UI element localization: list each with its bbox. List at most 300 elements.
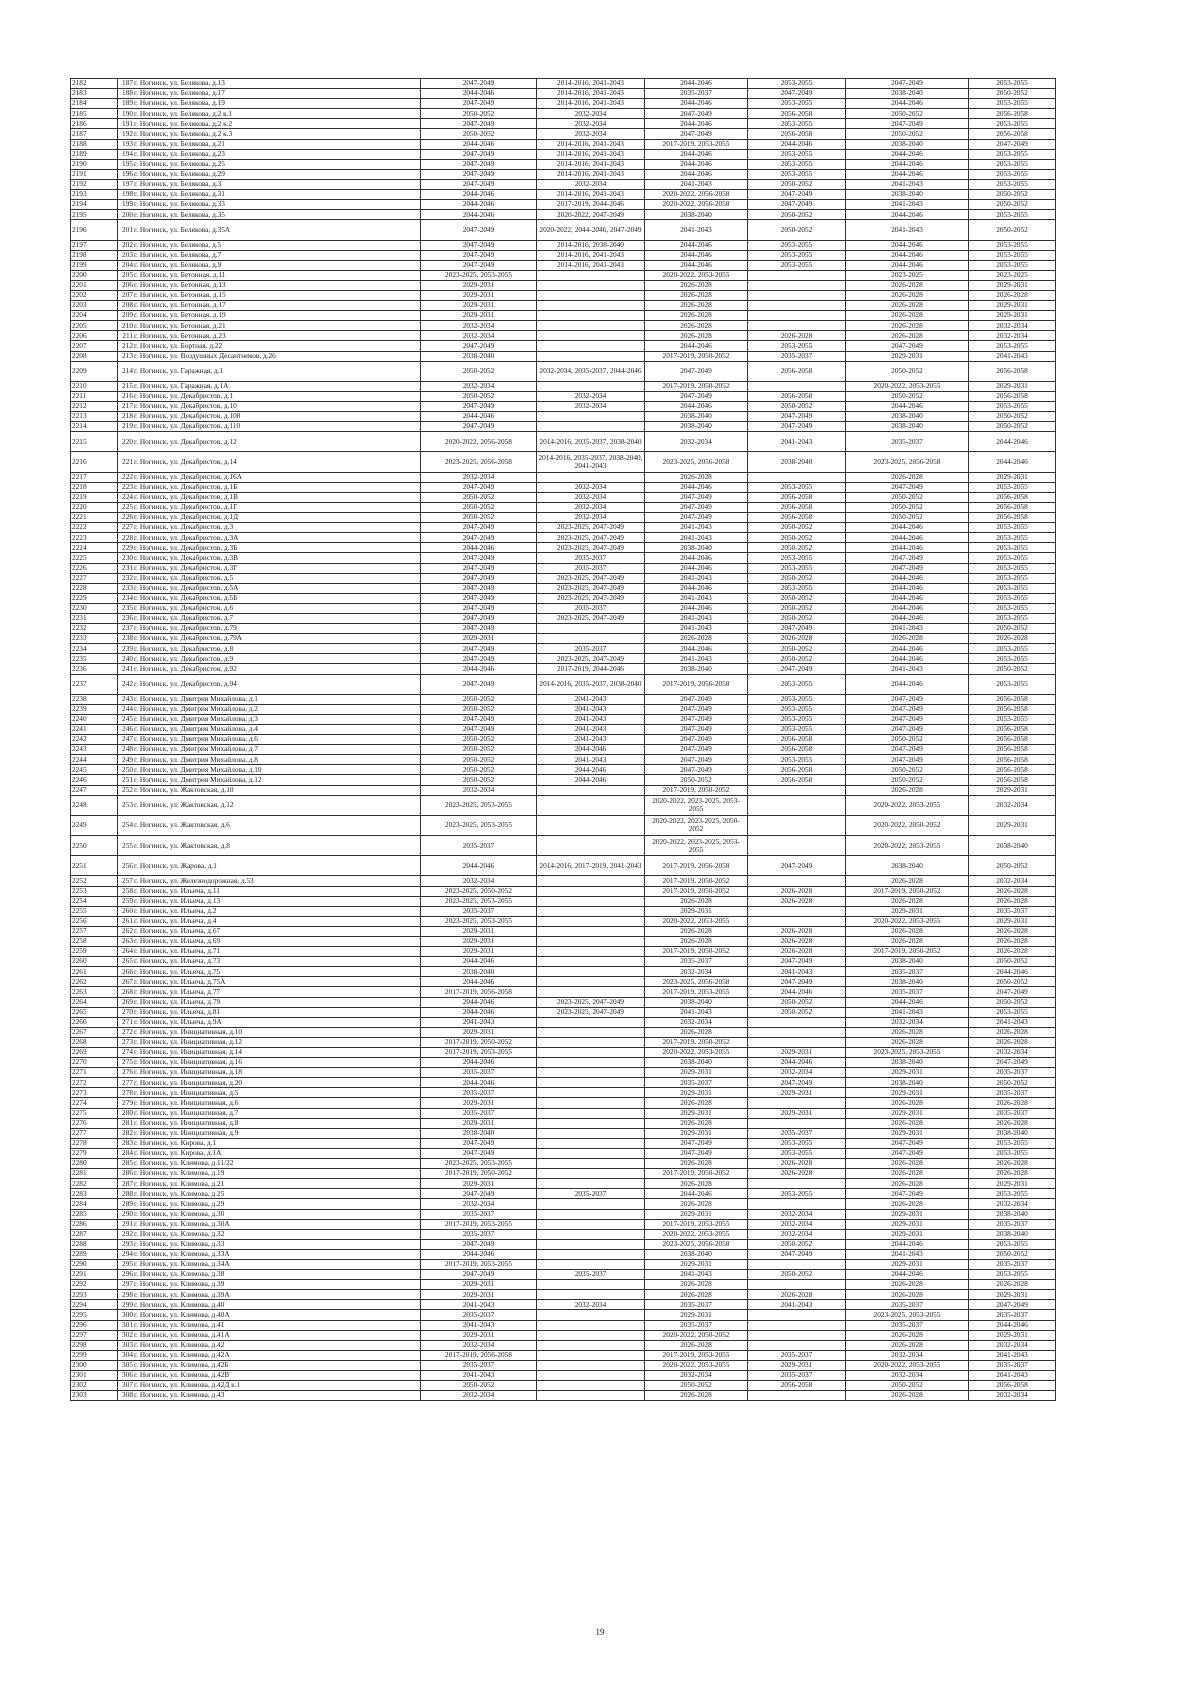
period-1-cell: 2044-2046 bbox=[421, 1058, 537, 1068]
period-3-cell: 2044-2046 bbox=[645, 169, 748, 179]
address-cell: г. Ногинск, ул. Климова, д.30 bbox=[133, 1209, 421, 1219]
period-4-cell bbox=[748, 815, 846, 835]
period-1-cell: 2047-2049 bbox=[421, 674, 537, 694]
item-number-cell: 265 bbox=[118, 957, 134, 967]
item-number-cell: 270 bbox=[118, 1007, 134, 1017]
period-5-cell: 2047-2049 bbox=[846, 79, 969, 89]
period-5-cell: 2047-2049 bbox=[846, 714, 969, 724]
table-row bbox=[71, 553, 1056, 563]
period-1-cell: 2044-2046 bbox=[421, 664, 537, 674]
address-cell: г. Ногинск, ул. Климова, д.42 bbox=[133, 1340, 421, 1350]
table-row bbox=[71, 997, 1056, 1007]
record-number-cell: 2192 bbox=[71, 179, 118, 189]
period-1-cell: 2023-2025, 2053-2055 bbox=[421, 815, 537, 835]
period-3-cell: 2017-2019, 2050-2052 bbox=[645, 1169, 748, 1179]
address-cell: г. Ногинск, ул. Инициативная, д.9 bbox=[133, 1128, 421, 1138]
period-4-cell: 2053-2055 bbox=[748, 1148, 846, 1158]
period-1-cell: 2041-2043 bbox=[421, 1300, 537, 1310]
table-row bbox=[71, 624, 1056, 634]
table-row bbox=[71, 694, 1056, 704]
period-6-cell: 2053-2055 bbox=[969, 260, 1056, 270]
address-cell: г. Ногинск, ул. Ильича, д.13 bbox=[133, 896, 421, 906]
period-3-cell: 2044-2046 bbox=[645, 240, 748, 250]
period-3-cell: 2041-2043 bbox=[645, 1270, 748, 1280]
period-5-cell: 2050-2052 bbox=[846, 513, 969, 523]
item-number-cell: 219 bbox=[118, 422, 134, 432]
period-5-cell: 2044-2046 bbox=[846, 543, 969, 553]
period-6-cell: 2038-2040 bbox=[969, 1128, 1056, 1138]
period-6-cell: 2035-2037 bbox=[969, 906, 1056, 916]
period-5-cell: 2044-2046 bbox=[846, 533, 969, 543]
period-5-cell: 2029-2031 bbox=[846, 351, 969, 361]
record-number-cell: 2208 bbox=[71, 351, 118, 361]
period-3-cell: 2032-2034 bbox=[645, 967, 748, 977]
period-3-cell: 2017-2019, 2053-2055 bbox=[645, 1219, 748, 1229]
period-3-cell: 2047-2049 bbox=[645, 361, 748, 381]
item-number-cell: 199 bbox=[118, 200, 134, 210]
item-number-cell: 256 bbox=[118, 856, 134, 876]
period-1-cell: 2044-2046 bbox=[421, 977, 537, 987]
period-4-cell: 2056-2058 bbox=[748, 502, 846, 512]
table-row bbox=[71, 159, 1056, 169]
table-row bbox=[71, 89, 1056, 99]
record-number-cell: 2259 bbox=[71, 947, 118, 957]
period-4-cell: 2053-2055 bbox=[748, 79, 846, 89]
period-6-cell: 2032-2034 bbox=[969, 1199, 1056, 1209]
item-number-cell: 221 bbox=[118, 452, 134, 472]
table-row bbox=[71, 220, 1056, 240]
table-row bbox=[71, 402, 1056, 412]
period-4-cell bbox=[748, 290, 846, 300]
record-number-cell: 2234 bbox=[71, 644, 118, 654]
period-2-cell bbox=[537, 1138, 645, 1148]
period-2-cell bbox=[537, 412, 645, 422]
period-6-cell: 2032-2034 bbox=[969, 1048, 1056, 1058]
item-number-cell: 276 bbox=[118, 1068, 134, 1078]
address-cell: г. Ногинск, ул. Ильича, д.79 bbox=[133, 997, 421, 1007]
address-cell: г. Ногинск, ул. Белякова, д.7 bbox=[133, 250, 421, 260]
record-number-cell: 2213 bbox=[71, 412, 118, 422]
period-1-cell: 2044-2046 bbox=[421, 190, 537, 200]
record-number-cell: 2206 bbox=[71, 331, 118, 341]
period-5-cell: 2026-2028 bbox=[846, 785, 969, 795]
period-6-cell: 2056-2058 bbox=[969, 725, 1056, 735]
table-row bbox=[71, 795, 1056, 815]
item-number-cell: 308 bbox=[118, 1391, 134, 1401]
period-5-cell: 2029-2031 bbox=[846, 1108, 969, 1118]
item-number-cell: 244 bbox=[118, 704, 134, 714]
period-1-cell: 2047-2049 bbox=[421, 563, 537, 573]
period-2-cell: 2023-2025, 2047-2049 bbox=[537, 583, 645, 593]
table-row bbox=[71, 704, 1056, 714]
period-1-cell: 2032-2034 bbox=[421, 1199, 537, 1209]
record-number-cell: 2212 bbox=[71, 402, 118, 412]
record-number-cell: 2222 bbox=[71, 523, 118, 533]
period-2-cell bbox=[537, 1199, 645, 1209]
period-1-cell: 2038-2040 bbox=[421, 1128, 537, 1138]
item-number-cell: 302 bbox=[118, 1330, 134, 1340]
item-number-cell: 273 bbox=[118, 1037, 134, 1047]
period-3-cell: 2017-2019, 2050-2052 bbox=[645, 785, 748, 795]
table-row bbox=[71, 1249, 1056, 1259]
record-number-cell: 2297 bbox=[71, 1330, 118, 1340]
period-2-cell: 2041-2043 bbox=[537, 725, 645, 735]
period-1-cell: 2047-2049 bbox=[421, 250, 537, 260]
period-4-cell: 2053-2055 bbox=[748, 119, 846, 129]
address-cell: г. Ногинск, ул. Жактовская, д.10 bbox=[133, 785, 421, 795]
period-5-cell: 2029-2031 bbox=[846, 1088, 969, 1098]
item-number-cell: 305 bbox=[118, 1360, 134, 1370]
period-6-cell: 2053-2055 bbox=[969, 482, 1056, 492]
item-number-cell: 215 bbox=[118, 381, 134, 391]
period-6-cell: 2029-2031 bbox=[969, 472, 1056, 482]
table-row bbox=[71, 1048, 1056, 1058]
address-cell: г. Ногинск, ул. Декабристов, д.3Г bbox=[133, 563, 421, 573]
table-row bbox=[71, 311, 1056, 321]
period-4-cell: 2053-2055 bbox=[748, 169, 846, 179]
period-2-cell bbox=[537, 1249, 645, 1259]
period-2-cell bbox=[537, 815, 645, 835]
period-4-cell: 2050-2052 bbox=[748, 1007, 846, 1017]
period-6-cell: 2056-2058 bbox=[969, 745, 1056, 755]
period-6-cell: 2041-2043 bbox=[969, 1371, 1056, 1381]
period-5-cell: 2044-2046 bbox=[846, 593, 969, 603]
table-row bbox=[71, 735, 1056, 745]
period-4-cell: 2053-2055 bbox=[748, 482, 846, 492]
address-cell: г. Ногинск, ул. Дмитрия Михайлова, д.10 bbox=[133, 765, 421, 775]
item-number-cell: 294 bbox=[118, 1249, 134, 1259]
period-3-cell: 2044-2046 bbox=[645, 482, 748, 492]
item-number-cell: 198 bbox=[118, 190, 134, 200]
item-number-cell: 213 bbox=[118, 351, 134, 361]
address-cell: г. Ногинск, ул. Инициативная, д.18 bbox=[133, 1068, 421, 1078]
item-number-cell: 238 bbox=[118, 634, 134, 644]
period-5-cell: 2041-2043 bbox=[846, 624, 969, 634]
period-2-cell: 2035-2037 bbox=[537, 1270, 645, 1280]
record-number-cell: 2182 bbox=[71, 79, 118, 89]
period-4-cell: 2050-2052 bbox=[748, 654, 846, 664]
item-number-cell: 224 bbox=[118, 492, 134, 502]
period-2-cell bbox=[537, 321, 645, 331]
period-3-cell: 2038-2040 bbox=[645, 664, 748, 674]
period-5-cell: 2044-2046 bbox=[846, 99, 969, 109]
period-2-cell: 2035-2037 bbox=[537, 644, 645, 654]
record-number-cell: 2253 bbox=[71, 886, 118, 896]
period-1-cell: 2044-2046 bbox=[421, 200, 537, 210]
record-number-cell: 2292 bbox=[71, 1280, 118, 1290]
period-2-cell: 2032-2034, 2035-2037, 2044-2046 bbox=[537, 361, 645, 381]
period-2-cell: 2032-2034 bbox=[537, 129, 645, 139]
period-2-cell: 2023-2025, 2047-2049 bbox=[537, 533, 645, 543]
address-cell: г. Ногинск, ул. Декабристов, д.9 bbox=[133, 654, 421, 664]
period-3-cell: 2029-2031 bbox=[645, 1088, 748, 1098]
table-row bbox=[71, 351, 1056, 361]
period-5-cell: 2017-2019, 2050-2052 bbox=[846, 886, 969, 896]
period-1-cell: 2029-2031 bbox=[421, 1290, 537, 1300]
period-4-cell: 2026-2028 bbox=[748, 331, 846, 341]
record-number-cell: 2186 bbox=[71, 119, 118, 129]
item-number-cell: 241 bbox=[118, 664, 134, 674]
period-5-cell: 2026-2028 bbox=[846, 1098, 969, 1108]
address-cell: г. Ногинск, ул. Дмитрия Михайлова, д.7 bbox=[133, 745, 421, 755]
period-6-cell: 2053-2055 bbox=[969, 644, 1056, 654]
period-6-cell: 2053-2055 bbox=[969, 341, 1056, 351]
item-number-cell: 214 bbox=[118, 361, 134, 381]
page-number: 19 bbox=[595, 1627, 605, 1637]
period-5-cell: 2032-2034 bbox=[846, 1017, 969, 1027]
table-row bbox=[71, 967, 1056, 977]
table-row bbox=[71, 1148, 1056, 1158]
period-2-cell: 2032-2034 bbox=[537, 391, 645, 401]
address-cell: г. Ногинск, ул. Ильича, д.75 bbox=[133, 967, 421, 977]
period-4-cell: 2047-2049 bbox=[748, 190, 846, 200]
table-row bbox=[71, 836, 1056, 856]
period-2-cell: 2014-2016, 2041-2043 bbox=[537, 190, 645, 200]
record-number-cell: 2266 bbox=[71, 1017, 118, 1027]
period-3-cell: 2044-2046 bbox=[645, 603, 748, 613]
period-1-cell: 2029-2031 bbox=[421, 1098, 537, 1108]
item-number-cell: 306 bbox=[118, 1371, 134, 1381]
period-3-cell: 2044-2046 bbox=[645, 341, 748, 351]
address-cell: г. Ногинск, ул. Белякова, д.25 bbox=[133, 159, 421, 169]
period-5-cell: 2047-2049 bbox=[846, 1189, 969, 1199]
address-cell: г. Ногинск, ул. Ильича, д.81 bbox=[133, 1007, 421, 1017]
period-5-cell: 2050-2052 bbox=[846, 502, 969, 512]
address-cell: г. Ногинск, ул. Белякова, д.2 к.3 bbox=[133, 129, 421, 139]
period-5-cell: 2026-2028 bbox=[846, 1118, 969, 1128]
period-4-cell: 2041-2043 bbox=[748, 432, 846, 452]
period-1-cell: 2035-2037 bbox=[421, 836, 537, 856]
record-number-cell: 2275 bbox=[71, 1108, 118, 1118]
period-1-cell: 2032-2034 bbox=[421, 331, 537, 341]
address-cell: г. Ногинск, ул. Ильича, д.73 bbox=[133, 957, 421, 967]
period-2-cell bbox=[537, 1239, 645, 1249]
period-3-cell: 2047-2049 bbox=[645, 129, 748, 139]
record-number-cell: 2243 bbox=[71, 745, 118, 755]
period-6-cell: 2050-2052 bbox=[969, 997, 1056, 1007]
record-number-cell: 2229 bbox=[71, 593, 118, 603]
period-4-cell bbox=[748, 906, 846, 916]
period-6-cell: 2056-2058 bbox=[969, 391, 1056, 401]
period-2-cell bbox=[537, 896, 645, 906]
period-4-cell bbox=[748, 1199, 846, 1209]
address-cell: г. Ногинск, ул. Ильича, д.75А bbox=[133, 977, 421, 987]
address-cell: г. Ногинск, ул. Декабристов, д.79 bbox=[133, 624, 421, 634]
table-row bbox=[71, 603, 1056, 613]
period-3-cell: 2047-2049 bbox=[645, 1138, 748, 1148]
period-5-cell: 2020-2022, 2050-2052 bbox=[846, 815, 969, 835]
period-4-cell: 2032-2034 bbox=[748, 1229, 846, 1239]
table-row bbox=[71, 1229, 1056, 1239]
period-1-cell: 2023-2025, 2053-2055 bbox=[421, 1159, 537, 1169]
table-row bbox=[71, 1108, 1056, 1118]
period-3-cell: 2041-2043 bbox=[645, 654, 748, 664]
item-number-cell: 286 bbox=[118, 1169, 134, 1179]
period-2-cell bbox=[537, 1350, 645, 1360]
address-cell: г. Ногинск, ул. Дмитрия Михайлова, д.2 bbox=[133, 704, 421, 714]
period-2-cell: 2032-2034 bbox=[537, 402, 645, 412]
table-row bbox=[71, 957, 1056, 967]
period-4-cell: 2050-2052 bbox=[748, 1239, 846, 1249]
record-number-cell: 2217 bbox=[71, 472, 118, 482]
period-5-cell: 2041-2043 bbox=[846, 200, 969, 210]
item-number-cell: 189 bbox=[118, 99, 134, 109]
record-number-cell: 2184 bbox=[71, 99, 118, 109]
item-number-cell: 291 bbox=[118, 1219, 134, 1229]
period-6-cell: 2050-2052 bbox=[969, 200, 1056, 210]
period-2-cell: 2035-2037 bbox=[537, 1189, 645, 1199]
item-number-cell: 220 bbox=[118, 432, 134, 452]
period-6-cell: 2038-2040 bbox=[969, 836, 1056, 856]
item-number-cell: 234 bbox=[118, 593, 134, 603]
period-2-cell bbox=[537, 795, 645, 815]
period-2-cell bbox=[537, 1068, 645, 1078]
record-number-cell: 2298 bbox=[71, 1340, 118, 1350]
period-6-cell: 2029-2031 bbox=[969, 280, 1056, 290]
period-6-cell: 2026-2028 bbox=[969, 1169, 1056, 1179]
record-number-cell: 2268 bbox=[71, 1037, 118, 1047]
table-row bbox=[71, 1179, 1056, 1189]
period-5-cell: 2047-2049 bbox=[846, 745, 969, 755]
record-number-cell: 2220 bbox=[71, 502, 118, 512]
item-number-cell: 269 bbox=[118, 997, 134, 1007]
record-number-cell: 2237 bbox=[71, 674, 118, 694]
period-2-cell: 2035-2037 bbox=[537, 603, 645, 613]
period-3-cell: 2026-2028 bbox=[645, 926, 748, 936]
table-row bbox=[71, 1098, 1056, 1108]
record-number-cell: 2226 bbox=[71, 563, 118, 573]
period-3-cell: 2041-2043 bbox=[645, 533, 748, 543]
period-6-cell: 2035-2037 bbox=[969, 1219, 1056, 1229]
period-3-cell: 2026-2028 bbox=[645, 1118, 748, 1128]
period-5-cell: 2044-2046 bbox=[846, 603, 969, 613]
table-row bbox=[71, 1350, 1056, 1360]
item-number-cell: 211 bbox=[118, 331, 134, 341]
period-5-cell: 2044-2046 bbox=[846, 997, 969, 1007]
item-number-cell: 216 bbox=[118, 391, 134, 401]
period-1-cell: 2029-2031 bbox=[421, 1280, 537, 1290]
period-4-cell: 2056-2058 bbox=[748, 775, 846, 785]
period-3-cell: 2032-2034 bbox=[645, 1017, 748, 1027]
table-row bbox=[71, 1037, 1056, 1047]
period-1-cell: 2017-2019, 2053-2055 bbox=[421, 1259, 537, 1269]
period-3-cell: 2035-2037 bbox=[645, 1300, 748, 1310]
period-3-cell: 2038-2040 bbox=[645, 997, 748, 1007]
period-4-cell bbox=[748, 785, 846, 795]
address-cell: г. Ногинск, ул. Инициативная, д.8 bbox=[133, 1118, 421, 1128]
period-5-cell: 2038-2040 bbox=[846, 89, 969, 99]
record-number-cell: 2228 bbox=[71, 583, 118, 593]
address-cell: г. Ногинск, ул. Жактовская, д.8 bbox=[133, 836, 421, 856]
period-4-cell bbox=[748, 1179, 846, 1189]
period-1-cell: 2017-2019, 2053-2055 bbox=[421, 1219, 537, 1229]
address-cell: г. Ногинск, ул. Жарова, д.1 bbox=[133, 856, 421, 876]
record-number-cell: 2198 bbox=[71, 250, 118, 260]
period-6-cell: 2056-2058 bbox=[969, 502, 1056, 512]
record-number-cell: 2296 bbox=[71, 1320, 118, 1330]
table-row bbox=[71, 1280, 1056, 1290]
period-5-cell: 2026-2028 bbox=[846, 876, 969, 886]
table-row bbox=[71, 644, 1056, 654]
record-number-cell: 2265 bbox=[71, 1007, 118, 1017]
item-number-cell: 289 bbox=[118, 1199, 134, 1209]
period-2-cell bbox=[537, 290, 645, 300]
period-6-cell: 2026-2028 bbox=[969, 947, 1056, 957]
period-5-cell: 2047-2049 bbox=[846, 482, 969, 492]
address-cell: г. Ногинск, ул. Декабристов, д.3 bbox=[133, 523, 421, 533]
period-2-cell: 2035-2037 bbox=[537, 553, 645, 563]
period-1-cell: 2047-2049 bbox=[421, 169, 537, 179]
table-row bbox=[71, 1199, 1056, 1209]
period-1-cell: 2017-2019, 2056-2058 bbox=[421, 987, 537, 997]
record-number-cell: 2249 bbox=[71, 815, 118, 835]
period-2-cell bbox=[537, 1360, 645, 1370]
period-5-cell: 2023-2025, 2053-2055 bbox=[846, 1310, 969, 1320]
period-4-cell: 2050-2052 bbox=[748, 179, 846, 189]
period-1-cell: 2047-2049 bbox=[421, 1270, 537, 1280]
item-number-cell: 227 bbox=[118, 523, 134, 533]
address-cell: г. Ногинск, ул. Инициативная, д.12 bbox=[133, 1037, 421, 1047]
period-6-cell: 2026-2028 bbox=[969, 896, 1056, 906]
period-4-cell bbox=[748, 1330, 846, 1340]
address-cell: г. Ногинск, ул. Декабристов, д.1Г bbox=[133, 502, 421, 512]
period-4-cell: 2053-2055 bbox=[748, 149, 846, 159]
item-number-cell: 252 bbox=[118, 785, 134, 795]
record-number-cell: 2277 bbox=[71, 1128, 118, 1138]
period-1-cell: 2017-2019, 2050-2052 bbox=[421, 1037, 537, 1047]
address-cell: г. Ногинск, ул. Воздушных Десантников, д.26 bbox=[133, 351, 421, 361]
period-5-cell: 2035-2037 bbox=[846, 1300, 969, 1310]
record-number-cell: 2215 bbox=[71, 432, 118, 452]
period-6-cell: 2026-2028 bbox=[969, 926, 1056, 936]
table-row bbox=[71, 1290, 1056, 1300]
item-number-cell: 203 bbox=[118, 250, 134, 260]
period-6-cell: 2053-2055 bbox=[969, 179, 1056, 189]
period-6-cell: 2026-2028 bbox=[969, 1037, 1056, 1047]
period-4-cell: 2056-2058 bbox=[748, 361, 846, 381]
table-row bbox=[71, 149, 1056, 159]
period-3-cell: 2029-2031 bbox=[645, 1128, 748, 1138]
period-1-cell: 2047-2049 bbox=[421, 725, 537, 735]
period-1-cell: 2050-2052 bbox=[421, 361, 537, 381]
period-1-cell: 2044-2046 bbox=[421, 856, 537, 876]
period-3-cell: 2026-2028 bbox=[645, 896, 748, 906]
period-5-cell: 2026-2028 bbox=[846, 634, 969, 644]
table-row bbox=[71, 422, 1056, 432]
address-cell: г. Ногинск, ул. Климова, д.40А bbox=[133, 1310, 421, 1320]
record-number-cell: 2214 bbox=[71, 422, 118, 432]
period-2-cell bbox=[537, 280, 645, 290]
address-cell: г. Ногинск, ул. Декабристов, д.79А bbox=[133, 634, 421, 644]
record-number-cell: 2199 bbox=[71, 260, 118, 270]
item-number-cell: 287 bbox=[118, 1179, 134, 1189]
period-6-cell: 2047-2049 bbox=[969, 139, 1056, 149]
period-4-cell: 2050-2052 bbox=[748, 613, 846, 623]
period-1-cell: 2032-2034 bbox=[421, 785, 537, 795]
item-number-cell: 280 bbox=[118, 1108, 134, 1118]
period-2-cell bbox=[537, 1128, 645, 1138]
period-5-cell: 2050-2052 bbox=[846, 361, 969, 381]
period-4-cell: 2047-2049 bbox=[748, 1249, 846, 1259]
period-5-cell: 2026-2028 bbox=[846, 301, 969, 311]
period-4-cell bbox=[748, 876, 846, 886]
table-row bbox=[71, 1310, 1056, 1320]
period-3-cell: 2026-2028 bbox=[645, 472, 748, 482]
record-number-cell: 2250 bbox=[71, 836, 118, 856]
period-4-cell: 2050-2052 bbox=[748, 402, 846, 412]
period-6-cell: 2029-2031 bbox=[969, 1290, 1056, 1300]
period-2-cell bbox=[537, 422, 645, 432]
